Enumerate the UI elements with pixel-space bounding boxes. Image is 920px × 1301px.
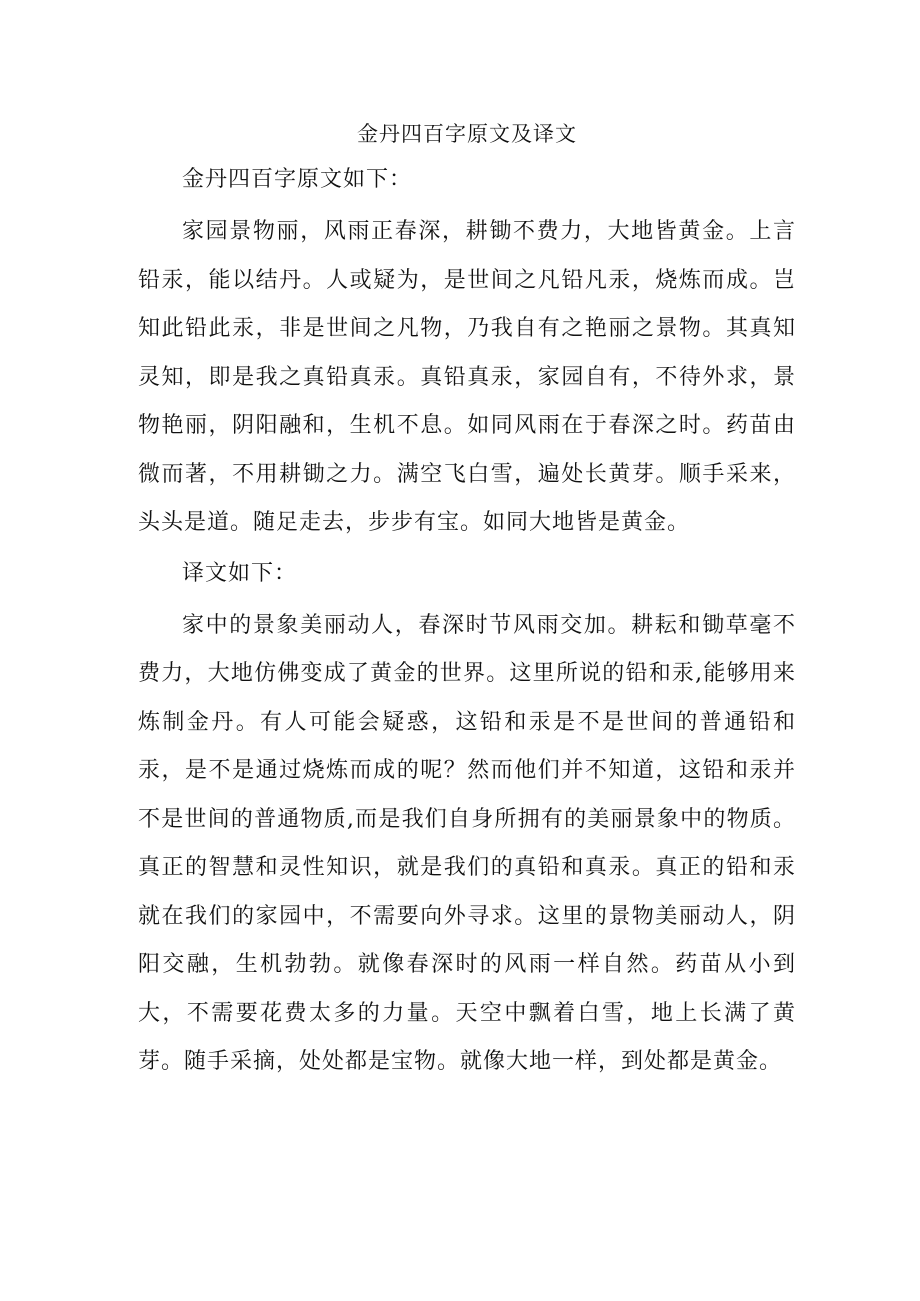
translation-text: 家中的景象美丽动人，春深时节风雨交加。耕耘和锄草毫不费力，大地仿佛变成了黄金的世界。这里所说的铅和汞,能够用来炼制金丹。有人可能会疑惑，这铅和汞是不是世间的普通铅和汞，是不是通过烧炼而成的呢？然而他们并不知道，这铅和汞并不是世间的普通物质,而是我们自身所拥有的美丽景象中的物质。真正的智慧和灵性知识，就是我们的真铅和真汞。真正的铅和汞就在我们的家园中，不需要向外寻求。这里的景物美丽动人，阴阳交融，生机勃勃。就像春深时的风雨一样自然。药苗从小到大，不需要花费太多的力量。天空中飘着白雪，地上长满了黄芽。随手采摘，处处都是宝物。就像大地一样，到处都是黄金。 — [138, 612, 796, 1074]
document-page — [138, 114, 796, 1093]
original-text: 家园景物丽，风雨正春深，耕锄不费力，大地皆黄金。上言铅汞，能以结丹。人或疑为，是世间之凡铅凡汞，烧炼而成。岂知此铅此汞，非是世间之凡物，乃我自有之艳丽之景物。其真知灵知，即是我之真铅真汞。真铅真汞，家园自有，不待外求，景物艳丽，阴阳融和，生机不息。如同风雨在于春深之时。药苗由微而著，不用耕锄之力。满空飞白雪，遍处长黄芽。顺手采来，头头是道。随足走去，步步有宝。如同大地皆是黄金。 — [138, 219, 796, 535]
document-title: 金丹四百字原文及译文 — [357, 122, 577, 146]
original-heading: 金丹四百字原文如下： — [182, 167, 413, 192]
translation-heading: 译文如下： — [182, 560, 298, 586]
